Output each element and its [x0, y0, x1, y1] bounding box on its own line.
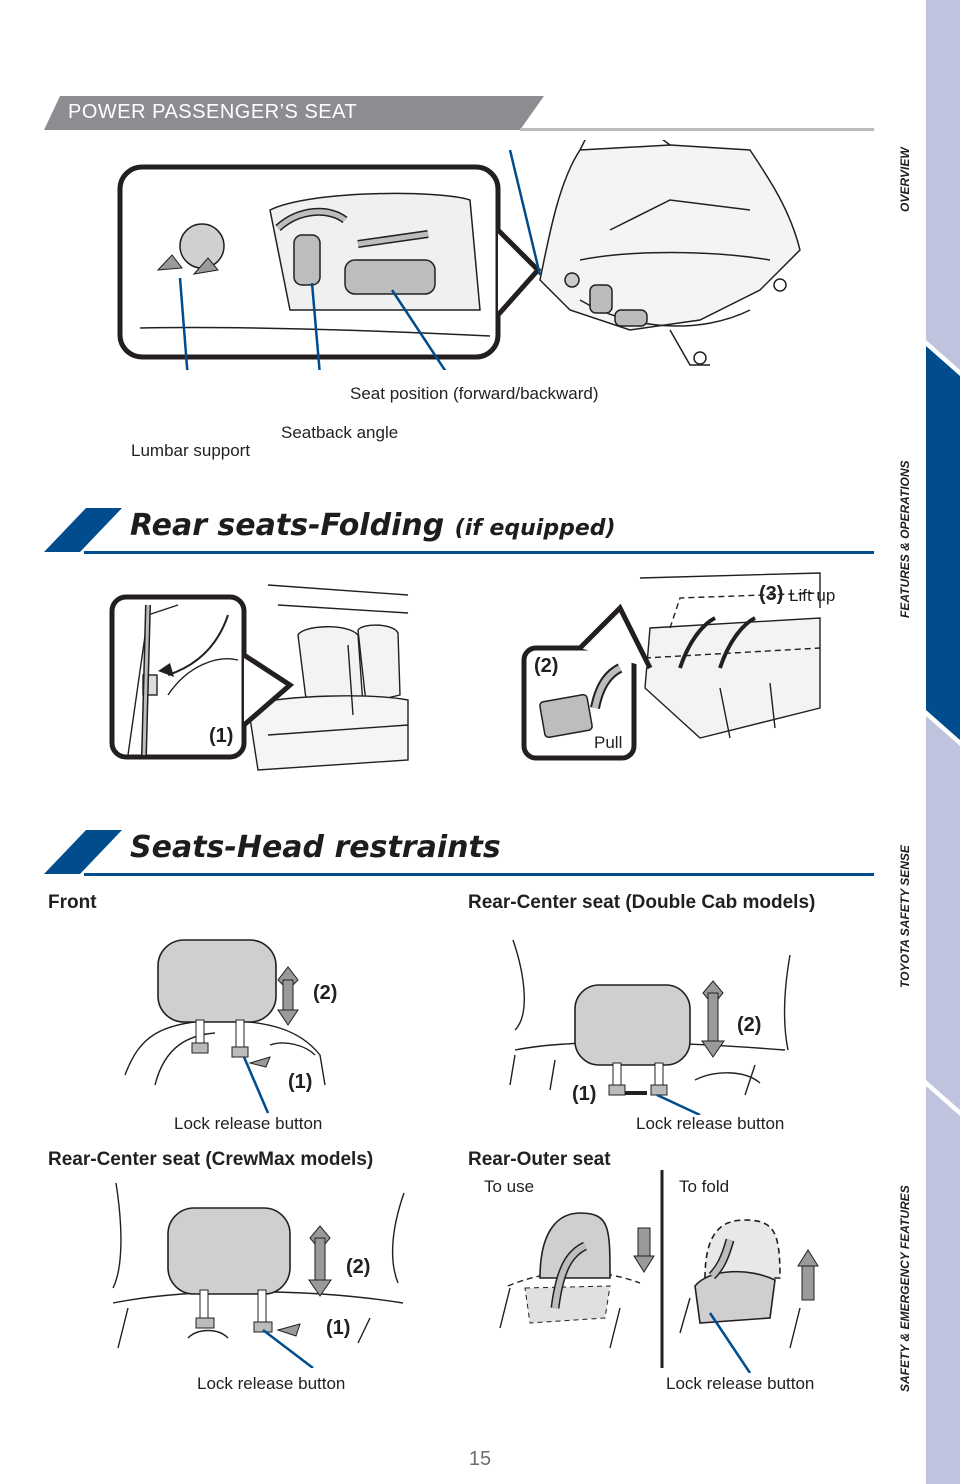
rear-center-double-step-2: (2) [737, 1014, 762, 1036]
side-nav-item-safety-emergency[interactable]: SAFETY & EMERGENCY FEATURES [898, 1185, 912, 1392]
label-seat-position: Seat position (forward/backward) [350, 384, 599, 403]
front-step-2: (2) [313, 982, 338, 1004]
rear-outer-to-fold: To fold [679, 1177, 730, 1196]
header-rule [520, 128, 874, 131]
section-header-title: POWER PASSENGER’S SEAT [68, 101, 358, 123]
subsection-rear-outer: Rear-Outer seat [468, 1149, 611, 1170]
front-lock-release-label: Lock release button [174, 1114, 323, 1133]
rear-outer-lock-label: Lock release button [666, 1374, 815, 1393]
rear-folding-right-illustration [520, 568, 830, 768]
side-nav-item-overview[interactable]: OVERVIEW [898, 147, 912, 212]
section-rule-rear-folding [84, 551, 874, 554]
label-seatback-angle: Seatback angle [281, 423, 399, 442]
rear-folding-subtitle: (if equipped) [454, 516, 616, 541]
rear-folding-lift-up: Lift up [789, 586, 836, 605]
page-number: 15 [468, 1448, 492, 1470]
rear-center-double-step-1: (1) [572, 1083, 597, 1105]
section-title-rear-folding [130, 508, 616, 543]
side-nav-tabs [926, 0, 960, 1484]
rear-outer-to-use: To use [484, 1177, 535, 1196]
power-seat-illustration [110, 140, 810, 370]
rear-folding-pull: Pull [594, 733, 623, 752]
rear-folding-step-2: (2) [534, 655, 559, 677]
label-lumbar-support: Lumbar support [131, 441, 251, 460]
rear-folding-step-3: (3) [759, 583, 784, 605]
subsection-rear-center-double: Rear-Center seat (Double Cab models) [468, 892, 816, 913]
rear-center-crewmax-lock-label: Lock release button [197, 1374, 346, 1393]
rear-center-crewmax-step-2: (2) [346, 1256, 371, 1278]
subsection-rear-center-crewmax: Rear-Center seat (CrewMax models) [48, 1149, 374, 1170]
section-rule-head-restraints [84, 873, 874, 876]
section-tab-head-restraints [44, 830, 122, 874]
front-step-1: (1) [288, 1071, 313, 1093]
front-head-restraint-illustration [120, 935, 350, 1115]
rear-center-crewmax-step-1: (1) [326, 1317, 351, 1339]
side-nav-item-toyota-safety-sense[interactable]: TOYOTA SAFETY SENSE [898, 845, 912, 988]
rear-folding-title: Rear seats-Folding [130, 508, 445, 543]
section-tab-rear-folding [44, 508, 122, 552]
rear-outer-illustration [490, 1168, 830, 1373]
section-title-head-restraints: Seats-Head restraints [130, 830, 501, 865]
side-nav-item-features-operations[interactable]: FEATURES & OPERATIONS [898, 460, 912, 618]
rear-center-double-lock-label: Lock release button [636, 1114, 785, 1133]
rear-folding-step-1: (1) [209, 725, 234, 747]
rear-folding-left-illustration [108, 575, 410, 775]
subsection-front: Front [48, 892, 97, 913]
